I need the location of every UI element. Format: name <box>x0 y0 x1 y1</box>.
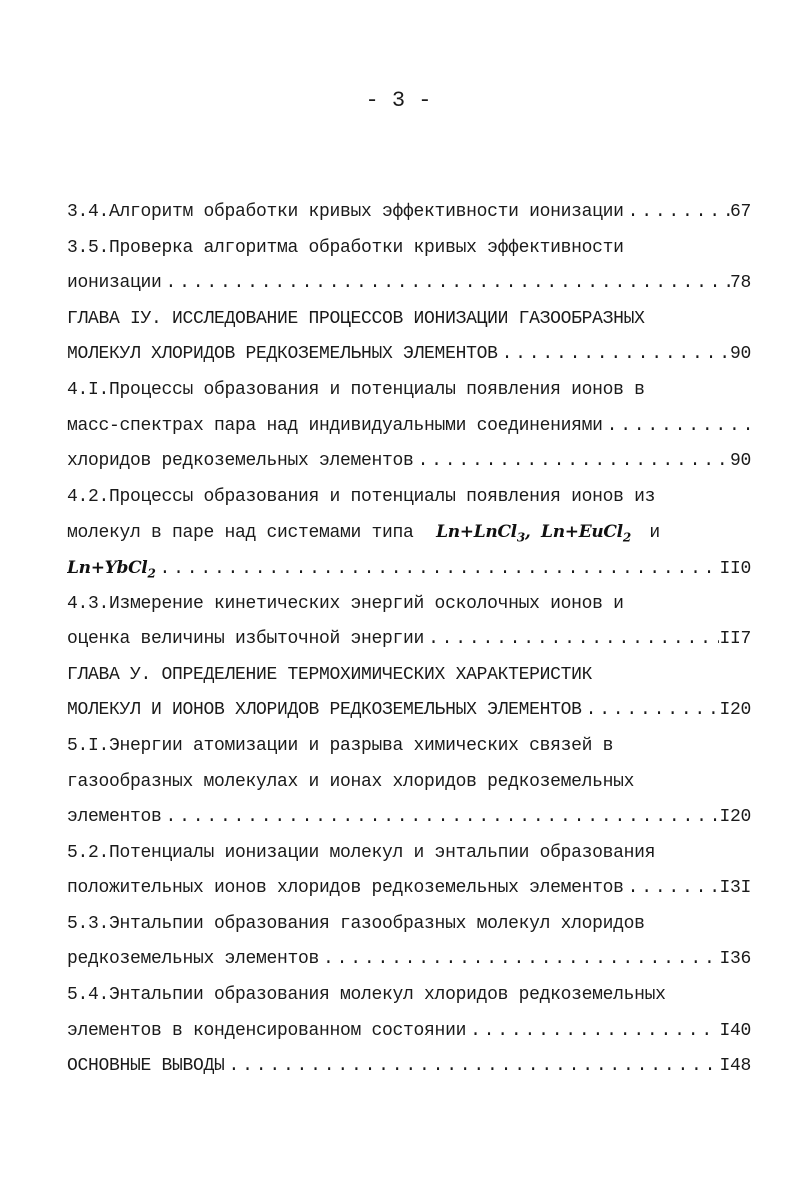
toc-entry-5-2-line2 <box>67 872 751 908</box>
toc-entry-5-1-line1: 5.I.Энергии атомизации и разрыва химических связей в <box>67 735 614 756</box>
toc-entry-3-5-line2 <box>67 267 751 303</box>
toc-entry-title: ионизации <box>67 273 162 294</box>
toc-entry-title: 3.4.Алгоритм обработки кривых эффективности ионизации <box>67 202 624 222</box>
toc-entry-title: положительных ионов хлоридов редкоземельных элементов <box>67 878 624 899</box>
toc-page-number: 90 <box>729 451 751 472</box>
toc-entry-5-3-line2 <box>67 943 751 979</box>
dot-leader <box>319 943 719 975</box>
dot-leader <box>624 872 720 904</box>
toc-page-number: 78 <box>729 273 751 294</box>
toc-entry-title: оценка величины избыточной энергии <box>67 629 425 650</box>
dot-leader <box>225 1050 720 1082</box>
toc-entry-4-1-line3 <box>67 445 751 481</box>
formula-ln-eucl2 <box>541 522 631 545</box>
toc-entry-title: ОСНОВНЫЕ ВЫВОДЫ <box>67 1056 225 1077</box>
dot-leader <box>466 1015 719 1047</box>
toc-entry-title: элементов <box>67 807 162 828</box>
toc-page-number: I20 <box>719 807 751 828</box>
toc-entry-5-4-line1: 5.4.Энтальпии образования молекул хлоридов редкоземельных <box>67 985 666 1006</box>
toc-entry-title: МОЛЕКУЛ И ИОНОВ ХЛОРИДОВ РЕДКОЗЕМЕЛЬНЫХ ЭЛЕМЕНТОВ <box>67 700 582 721</box>
toc-page-number: II7 <box>719 629 751 650</box>
dot-leader <box>424 623 719 655</box>
formula-text: Ln+LnCl <box>436 522 517 543</box>
dot-leader <box>624 196 730 228</box>
dot-leader <box>603 410 751 442</box>
page-number: - 3 - <box>365 88 432 113</box>
toc-entry-5-3-line1: 5.3.Энтальпии образования газообразных молекул хлоридов <box>67 913 645 934</box>
formula-ln-ybcl2 <box>67 552 156 588</box>
formula-subscript: 2 <box>147 566 156 581</box>
formula-separator: , <box>524 522 531 543</box>
toc-entry-title: масс-спектрах пара над индивидуальными соединениями <box>67 415 603 436</box>
toc-entry-4-3-line2 <box>67 623 751 659</box>
conjunction-text: и <box>649 523 660 544</box>
toc-entry-4-1-line1: 4.I.Процессы образования и потенциалы появления ионов в <box>67 379 645 400</box>
dot-leader <box>162 267 730 299</box>
toc-entry-4-2-line2 <box>67 516 751 552</box>
dot-leader <box>162 801 720 833</box>
toc-entry-4-2-line3 <box>67 552 751 588</box>
dot-leader <box>498 338 730 370</box>
toc-entry-3-4 <box>67 196 751 232</box>
toc-entry-title: МОЛЕКУЛ ХЛОРИДОВ РЕДКОЗЕМЕЛЬНЫХ ЭЛЕМЕНТОВ <box>67 344 498 365</box>
toc-entry-title: элементов в конденсированном состоянии <box>67 1020 467 1041</box>
toc-page-number: I48 <box>719 1056 751 1077</box>
toc-conclusions <box>67 1050 751 1086</box>
toc-entry-title: хлоридов редкоземельных элементов <box>67 451 414 472</box>
toc-page-number: I20 <box>719 700 751 721</box>
toc-page-number: I40 <box>719 1020 751 1041</box>
toc-entry-4-1-line2 <box>67 410 751 446</box>
formula-subscript: 3 <box>516 530 525 545</box>
toc-entry-4-2-line1: 4.2.Процессы образования и потенциалы появления ионов из <box>67 486 656 507</box>
toc-page-number: 90 <box>729 344 751 365</box>
formula-text: Ln+YbCl <box>67 557 148 578</box>
dot-leader <box>582 694 720 726</box>
toc-entry-3-5-line1: 3.5.Проверка алгоритма обработки кривых эффективности <box>67 237 624 258</box>
toc-chapter-4-line1: ГЛАВА IУ. ИССЛЕДОВАНИЕ ПРОЦЕССОВ ИОНИЗАЦИИ ГАЗООБРАЗНЫХ <box>67 308 645 329</box>
toc-entry-5-1-line3 <box>67 801 751 837</box>
toc-entry-4-3-line1: 4.3.Измерение кинетических энергий осколочных ионов и <box>67 593 624 614</box>
toc-chapter-4-line2 <box>67 338 751 374</box>
toc-page-number: I36 <box>719 949 751 970</box>
toc-entry-5-1-line2: газообразных молекулах и ионах хлоридов редкоземельных <box>67 771 635 792</box>
toc-page-number: II0 <box>719 558 751 579</box>
dot-leader <box>156 553 720 585</box>
toc-page-number: 67 <box>729 202 751 222</box>
table-of-contents <box>67 196 751 1086</box>
formula-ln-lncl3 <box>436 522 525 545</box>
toc-entry-5-4-line2 <box>67 1015 751 1051</box>
toc-entry-title: молекул в паре над системами типа <box>67 523 414 544</box>
formula-subscript: 2 <box>622 530 631 545</box>
dot-leader <box>414 445 730 477</box>
toc-entry-title: редкоземельных элементов <box>67 949 320 970</box>
toc-chapter-5-line2 <box>67 694 751 730</box>
toc-chapter-5-line1: ГЛАВА У. ОПРЕДЕЛЕНИЕ ТЕРМОХИМИЧЕСКИХ ХАРАКТЕРИСТИК <box>67 664 593 685</box>
formula-text: Ln+EuCl <box>541 522 623 543</box>
toc-entry-5-2-line1: 5.2.Потенциалы ионизации молекул и энтальпии образования <box>67 842 656 863</box>
toc-page-number: I3I <box>719 878 751 899</box>
